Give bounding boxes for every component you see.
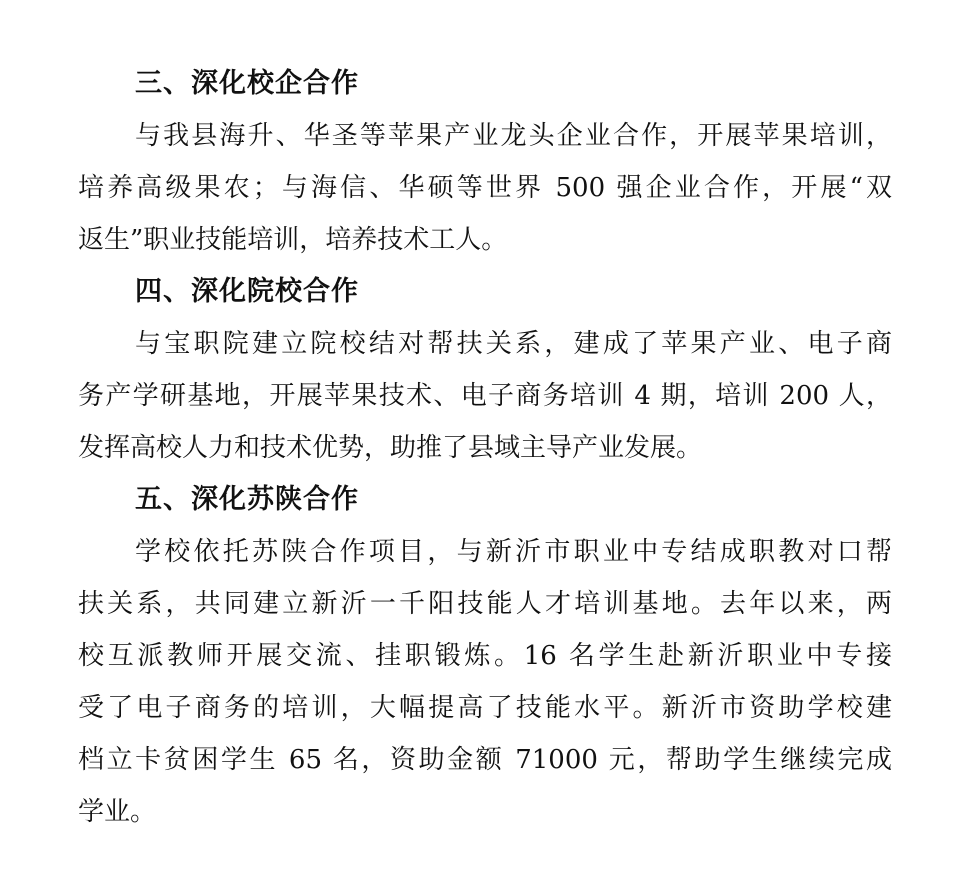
section-heading: 五、深化苏陕合作 — [135, 484, 359, 515]
section-heading: 四、深化院校合作 — [135, 276, 359, 307]
paragraph-line: 发挥高校人力和技术优势，助推了县域主导产业发展。 — [78, 433, 703, 463]
section-heading: 三、深化校企合作 — [135, 68, 359, 99]
section-paragraph — [78, 318, 892, 474]
section-paragraph — [78, 526, 892, 838]
paragraph-line: 与宝职院建立院校结对帮扶关系，建成了苹果产业、电子商 — [135, 329, 892, 359]
paragraph-line: 学业。 — [78, 797, 157, 827]
document-page — [78, 58, 892, 838]
section-jiangsu-shaanxi — [78, 474, 892, 838]
paragraph-line: 务产学研基地，开展苹果技术、电子商务培训 4 期，培训 200 人， — [78, 381, 892, 411]
paragraph-line: 与我县海升、华圣等苹果产业龙头企业合作，开展苹果培训， — [135, 121, 892, 151]
paragraph-line: 档立卡贫困学生 65 名，资助金额 71000 元，帮助学生继续完成 — [78, 745, 892, 775]
paragraph-line: 受了电子商务的培训，大幅提高了技能水平。新沂市资助学校建 — [78, 693, 892, 723]
paragraph-line: 扶关系，共同建立新沂一千阳技能人才培训基地。去年以来，两 — [78, 589, 892, 619]
paragraph-line: 返生”职业技能培训，培养技术工人。 — [78, 225, 508, 255]
paragraph-line: 学校依托苏陕合作项目，与新沂市职业中专结成职教对口帮 — [135, 537, 892, 567]
section-institution — [78, 266, 892, 474]
paragraph-line: 校互派教师开展交流、挂职锻炼。16 名学生赴新沂职业中专接 — [78, 641, 892, 671]
section-school-enterprise — [78, 58, 892, 266]
section-paragraph — [78, 110, 892, 266]
paragraph-line: 培养高级果农；与海信、华硕等世界 500 强企业合作，开展“双 — [78, 173, 892, 203]
